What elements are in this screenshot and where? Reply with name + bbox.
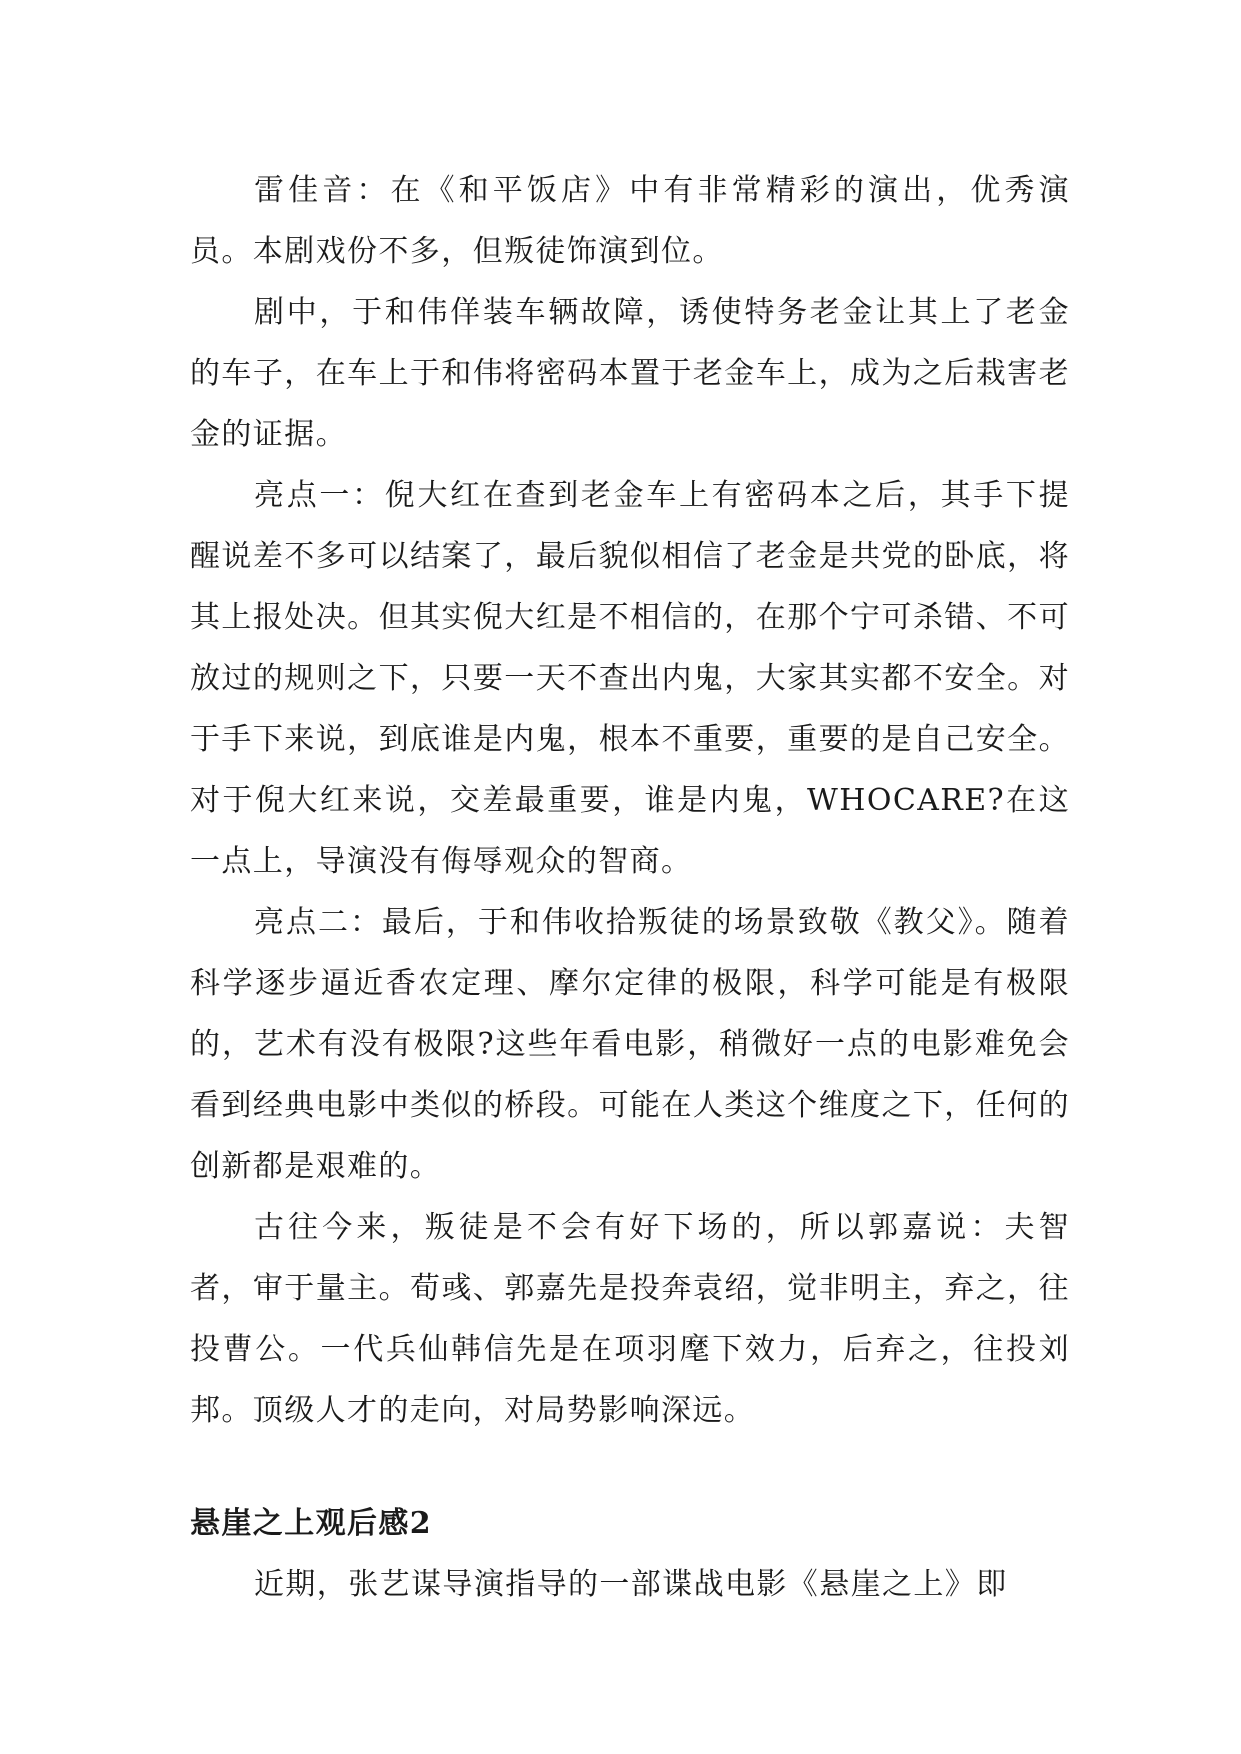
body-paragraph: 亮点二：最后，于和伟收拾叛徒的场景致敬《教父》。随着科学逐步逼近香农定理、摩尔定律的极限，科学可能是有极限的，艺术有没有极限?这些年看电影，稍微好一点的电影难免会看到经典电影中类似的桥段。可能在人类这个维度之下，任何的创新都是艰难的。: [190, 905, 1070, 1184]
body-paragraph: 亮点一：倪大红在查到老金车上有密码本之后，其手下提醒说差不多可以结案了，最后貌似相信了老金是共党的卧底，将其上报处决。但其实倪大红是不相信的，在那个宁可杀错、不可放过的规则之下，只要一天不查出内鬼，大家其实都不安全。对于手下来说，到底谁是内鬼，根本不重要，重要的是自己安全。对于倪大红来说，交差最重要，谁是内鬼，WHOCARE?在这一点上，导演没有侮辱观众的智商。: [190, 478, 1070, 879]
body-paragraph: 剧中，于和伟佯装车辆故障，诱使特务老金让其上了老金的车子，在车上于和伟将密码本置于老金车上，成为之后栽害老金的证据。: [190, 295, 1070, 452]
body-paragraph: 近期，张艺谋导演指导的一部谍战电影《悬崖之上》即: [254, 1567, 1008, 1602]
section-heading: 悬崖之上观后感2: [190, 1506, 433, 1541]
body-paragraph: 古往今来，叛徒是不会有好下场的，所以郭嘉说：夫智者，审于量主。荀彧、郭嘉先是投奔袁绍，觉非明主，弃之，往投曹公。一代兵仙韩信先是在项羽麾下效力，后弃之，往投刘邦。顶级人才的走向，对局势影响深远。: [190, 1210, 1070, 1428]
body-paragraph: 雷佳音：在《和平饭店》中有非常精彩的演出，优秀演员。本剧戏份不多，但叛徒饰演到位。: [190, 173, 1070, 269]
document-page: [190, 160, 1070, 1615]
